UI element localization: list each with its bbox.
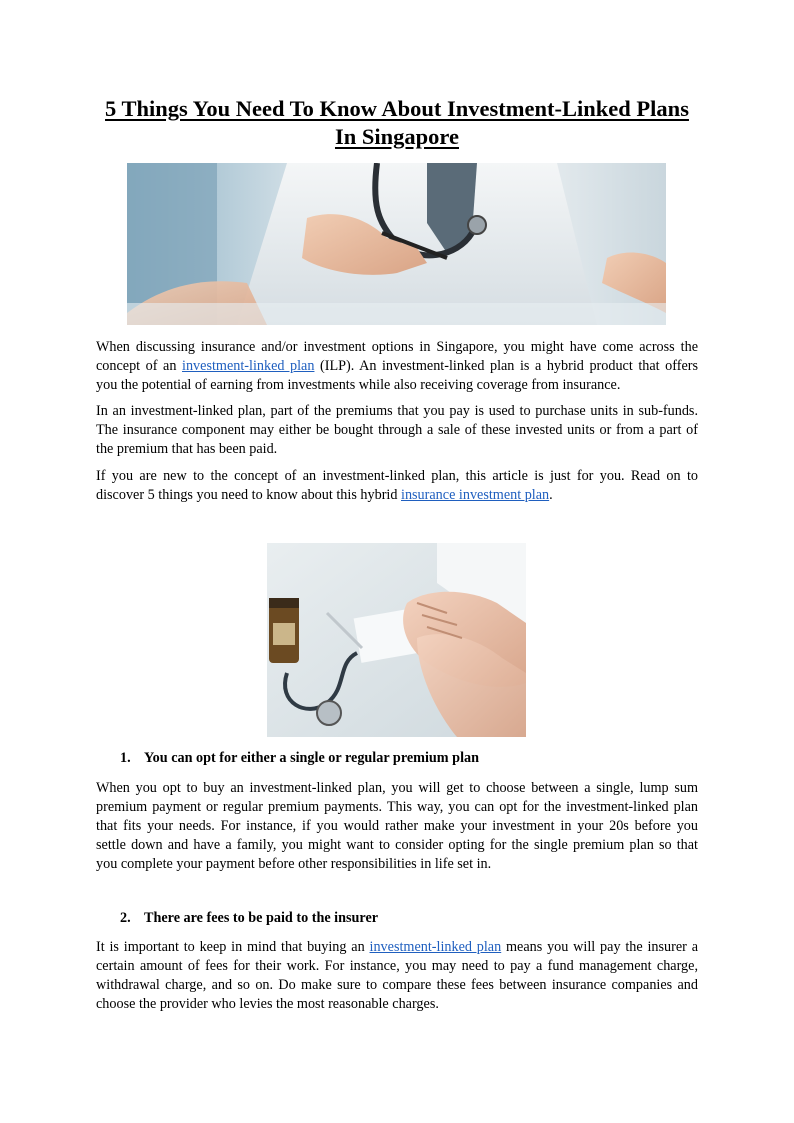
intro-paragraph-3: If you are new to the concept of an investment-linked plan, this article is just for you. Read on to discover 5 things you need to know about this hybrid insurance investment plan. [96, 468, 698, 503]
section-2-paragraph: It is important to keep in mind that buying an investment-linked plan means you will pay the insurer a certain amount of fees for their work. For instance, you may need to pay a fund management charge, withdrawal charge, and so on. Do make sure to compare these fees between insurance companies and choose the provider who levies the most reasonable charges. [96, 939, 698, 1012]
section-1-paragraph: When you opt to buy an investment-linked plan, you will get to choose between a single, lump sum premium payment or regular premium payments. This way, you can opt for the investment-linked plan that fits your needs. For instance, if you would rather make your investment in your 20s before you settle down and have a family, you might want to consider opting for the single premium plan so that you complete your payment before other responsibilities in life set in. [96, 780, 698, 872]
page-title-line-2: In Singapore [334, 124, 459, 149]
doctor-consultation-photo [127, 163, 666, 325]
section-1-heading: 1. You can opt for either a single or regular premium plan [120, 750, 479, 766]
page-title-line-1: 5 Things You Need To Know About Investment-Linked Plans [105, 96, 689, 121]
insurance-investment-plan-link[interactable]: insurance investment plan [401, 487, 550, 503]
section-2-heading: 2. There are fees to be paid to the insurer [120, 910, 379, 926]
investment-linked-plan-link[interactable]: investment-linked plan [182, 358, 315, 374]
investment-linked-plan-link-2[interactable]: investment-linked plan [369, 939, 502, 955]
page-title [96, 95, 698, 151]
intro-paragraph-1: When discussing insurance and/or investment options in Singapore, you might have come across the concept of an investment-linked plan (ILP). An investment-linked plan is a hybrid product that offers you the potential of earning from investments while also receiving coverage from insurance. [96, 339, 699, 393]
intro-paragraph-2: In an investment-linked plan, part of the premiums that you pay is used to purchase units in sub-funds. The insurance component may either be bought through a sale of these invested units or from a part of the premium that has been paid. [96, 403, 698, 457]
hands-stethoscope-photo [267, 543, 526, 737]
